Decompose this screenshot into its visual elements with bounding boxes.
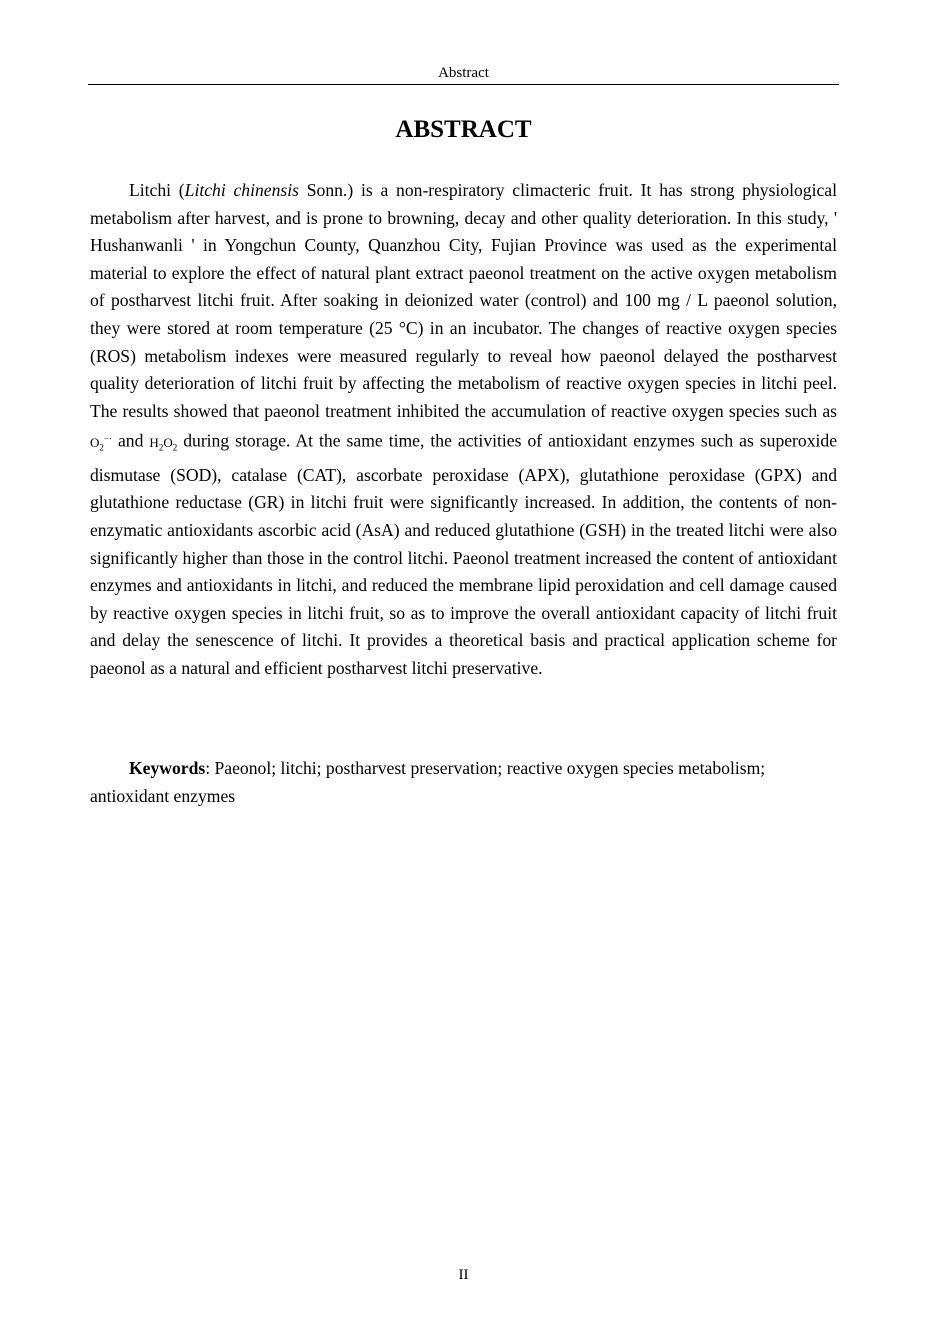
species-name: Litchi chinensis bbox=[184, 180, 299, 200]
keywords-line bbox=[90, 755, 837, 810]
hydrogen-peroxide-formula: $H_2O_2$ bbox=[149, 434, 178, 453]
page-number: II bbox=[458, 1267, 469, 1283]
page-title: ABSTRACT bbox=[395, 116, 532, 143]
abstract-text-conj: and bbox=[111, 430, 150, 451]
running-header: Abstract bbox=[438, 65, 489, 81]
abstract-paragraph bbox=[90, 177, 837, 683]
header-rule bbox=[88, 84, 839, 85]
superoxide-formula: $O_2^{-\cdot}$ bbox=[90, 433, 112, 453]
keywords-label: Keywords bbox=[129, 758, 206, 778]
abstract-text-intro: Litchi ( bbox=[129, 180, 185, 200]
keywords-text: : Paeonol; litchi; postharvest preservation; reactive oxygen species metabolism; antioxidant enzymes bbox=[90, 758, 766, 806]
abstract-text-main: Sonn.) is a non-respiratory climacteric fruit. It has strong physiological metabolism after harvest, and is prone to browning, decay and other quality deterioration. In this study, ' Hushanwanli ' in Yongchun County, Quanzhou City, Fujian Province was used as the experimental material to explore the effect of natural plant extract paeonol treatment on the active oxygen metabolism of postharvest litchi fruit. After soaking in deionized water (control) and 100 mg / L paeonol solution, they were stored at room temperature (25 °C) in an incubator. The changes of reactive oxygen species (ROS) metabolism indexes were measured regularly to reveal how paeonol delayed the postharvest quality deterioration of litchi fruit by affecting the metabolism of reactive oxygen species in litchi peel. The results showed that paeonol treatment inhibited the accumulation of reactive oxygen species such as bbox=[90, 180, 837, 421]
abstract-text-rest: during storage. At the same time, the activities of antioxidant enzymes such as superoxide dismutase (SOD), catalase (CAT), ascorbate peroxidase (APX), glutathione peroxidase (GPX) and glutathione reductase (GR) in litchi fruit were significantly increased. In addition, the contents of non-enzymatic antioxidants ascorbic acid (AsA) and reduced glutathione (GSH) in the treated litchi were also significantly higher than those in the control litchi. Paeonol treatment increased the content of antioxidant enzymes and antioxidants in litchi, and reduced the membrane lipid peroxidation and cell damage caused by reactive oxygen species in litchi fruit, so as to improve the overall antioxidant capacity of litchi fruit and delay the senescence of litchi. It provides a theoretical basis and practical application scheme for paeonol as a natural and efficient postharvest litchi preservative. bbox=[90, 430, 838, 679]
